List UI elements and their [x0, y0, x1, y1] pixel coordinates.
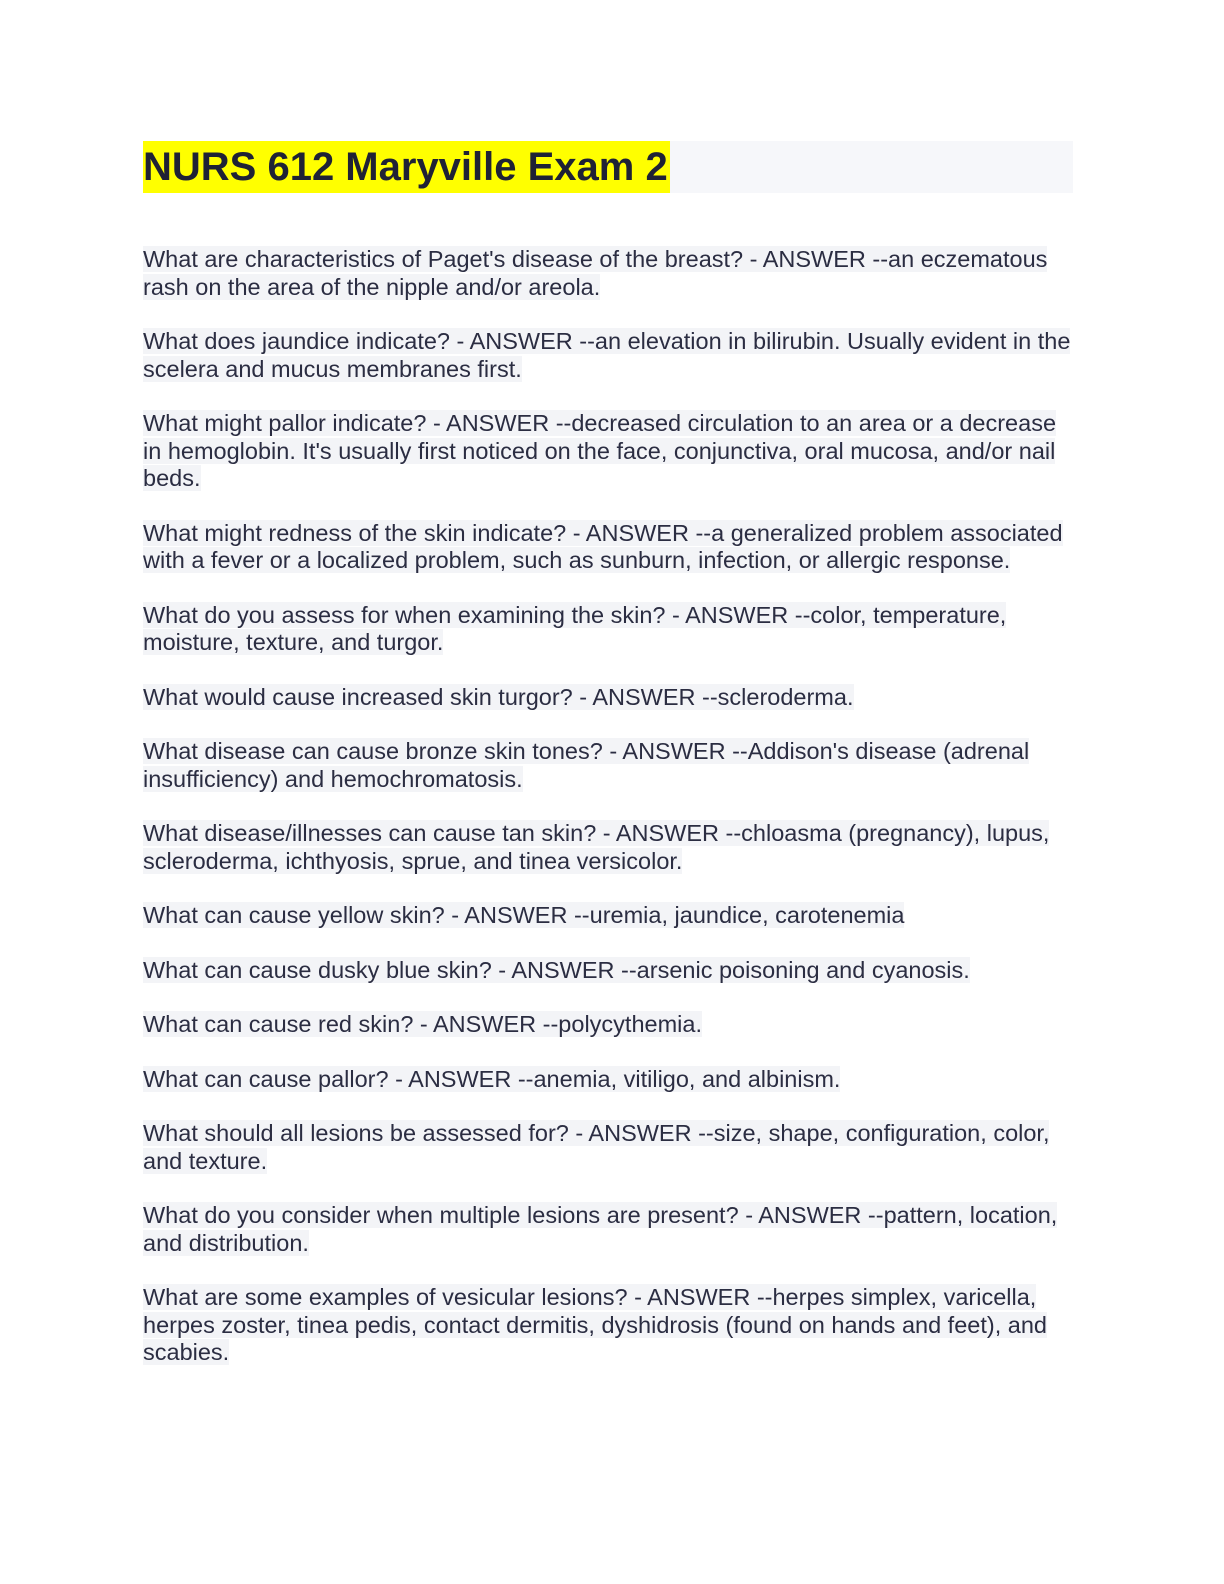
qa-item	[143, 1066, 1073, 1094]
qa-text: What can cause red skin? - ANSWER --polycythemia.	[143, 1011, 702, 1037]
qa-text: What disease/illnesses can cause tan skin? - ANSWER --chloasma (pregnancy), lupus, scleroderma, ichthyosis, sprue, and tinea versicolor.	[143, 820, 1050, 874]
qa-item	[143, 1011, 1073, 1039]
qa-text: What do you consider when multiple lesions are present? - ANSWER --pattern, location, and distribution.	[143, 1202, 1058, 1256]
qa-text: What does jaundice indicate? - ANSWER --an elevation in bilirubin. Usually evident in the scelera and mucus membranes first.	[143, 328, 1071, 382]
qa-item	[143, 246, 1073, 301]
qa-text: What disease can cause bronze skin tones? - ANSWER --Addison's disease (adrenal insufficiency) and hemochromatosis.	[143, 738, 1030, 792]
qa-text: What might pallor indicate? - ANSWER --decreased circulation to an area or a decrease in hemoglobin. It's usually first noticed on the face, conjunctiva, oral mucosa, and/or nail beds.	[143, 410, 1057, 491]
qa-item	[143, 328, 1073, 383]
qa-text: What are some examples of vesicular lesions? - ANSWER --herpes simplex, varicella, herpes zoster, tinea pedis, contact dermitis, dyshidrosis (found on hands and feet), and scabies.	[143, 1284, 1047, 1365]
title-band	[143, 141, 1073, 193]
qa-item	[143, 410, 1073, 493]
qa-item	[143, 902, 1073, 930]
qa-item	[143, 738, 1073, 793]
qa-item	[143, 1284, 1073, 1367]
qa-text: What can cause pallor? - ANSWER --anemia, vitiligo, and albinism.	[143, 1065, 841, 1092]
qa-item	[143, 1202, 1073, 1257]
qa-text: What can cause dusky blue skin? - ANSWER --arsenic poisoning and cyanosis.	[143, 956, 970, 983]
document-title: NURS 612 Maryville Exam 2	[143, 141, 670, 193]
qa-item	[143, 957, 1073, 985]
qa-item	[143, 602, 1073, 657]
qa-text: What would cause increased skin turgor? - ANSWER --scleroderma.	[143, 683, 854, 710]
qa-item	[143, 520, 1073, 575]
qa-item	[143, 684, 1073, 712]
qa-list	[143, 246, 1073, 1367]
qa-item	[143, 1120, 1073, 1175]
qa-text: What can cause yellow skin? - ANSWER --uremia, jaundice, carotenemia	[143, 902, 905, 928]
qa-text: What do you assess for when examining the skin? - ANSWER --color, temperature, moisture, texture, and turgor.	[143, 601, 1007, 655]
qa-item	[143, 820, 1073, 875]
qa-text: What are characteristics of Paget's disease of the breast? - ANSWER --an eczematous rash on the area of the nipple and/or areola.	[143, 246, 1048, 300]
qa-text: What should all lesions be assessed for? - ANSWER --size, shape, configuration, color, and texture.	[143, 1120, 1050, 1174]
qa-text: What might redness of the skin indicate? - ANSWER --a generalized problem associated with a fever or a localized problem, such as sunburn, infection, or allergic response.	[143, 519, 1063, 573]
document-page	[143, 141, 1073, 1394]
